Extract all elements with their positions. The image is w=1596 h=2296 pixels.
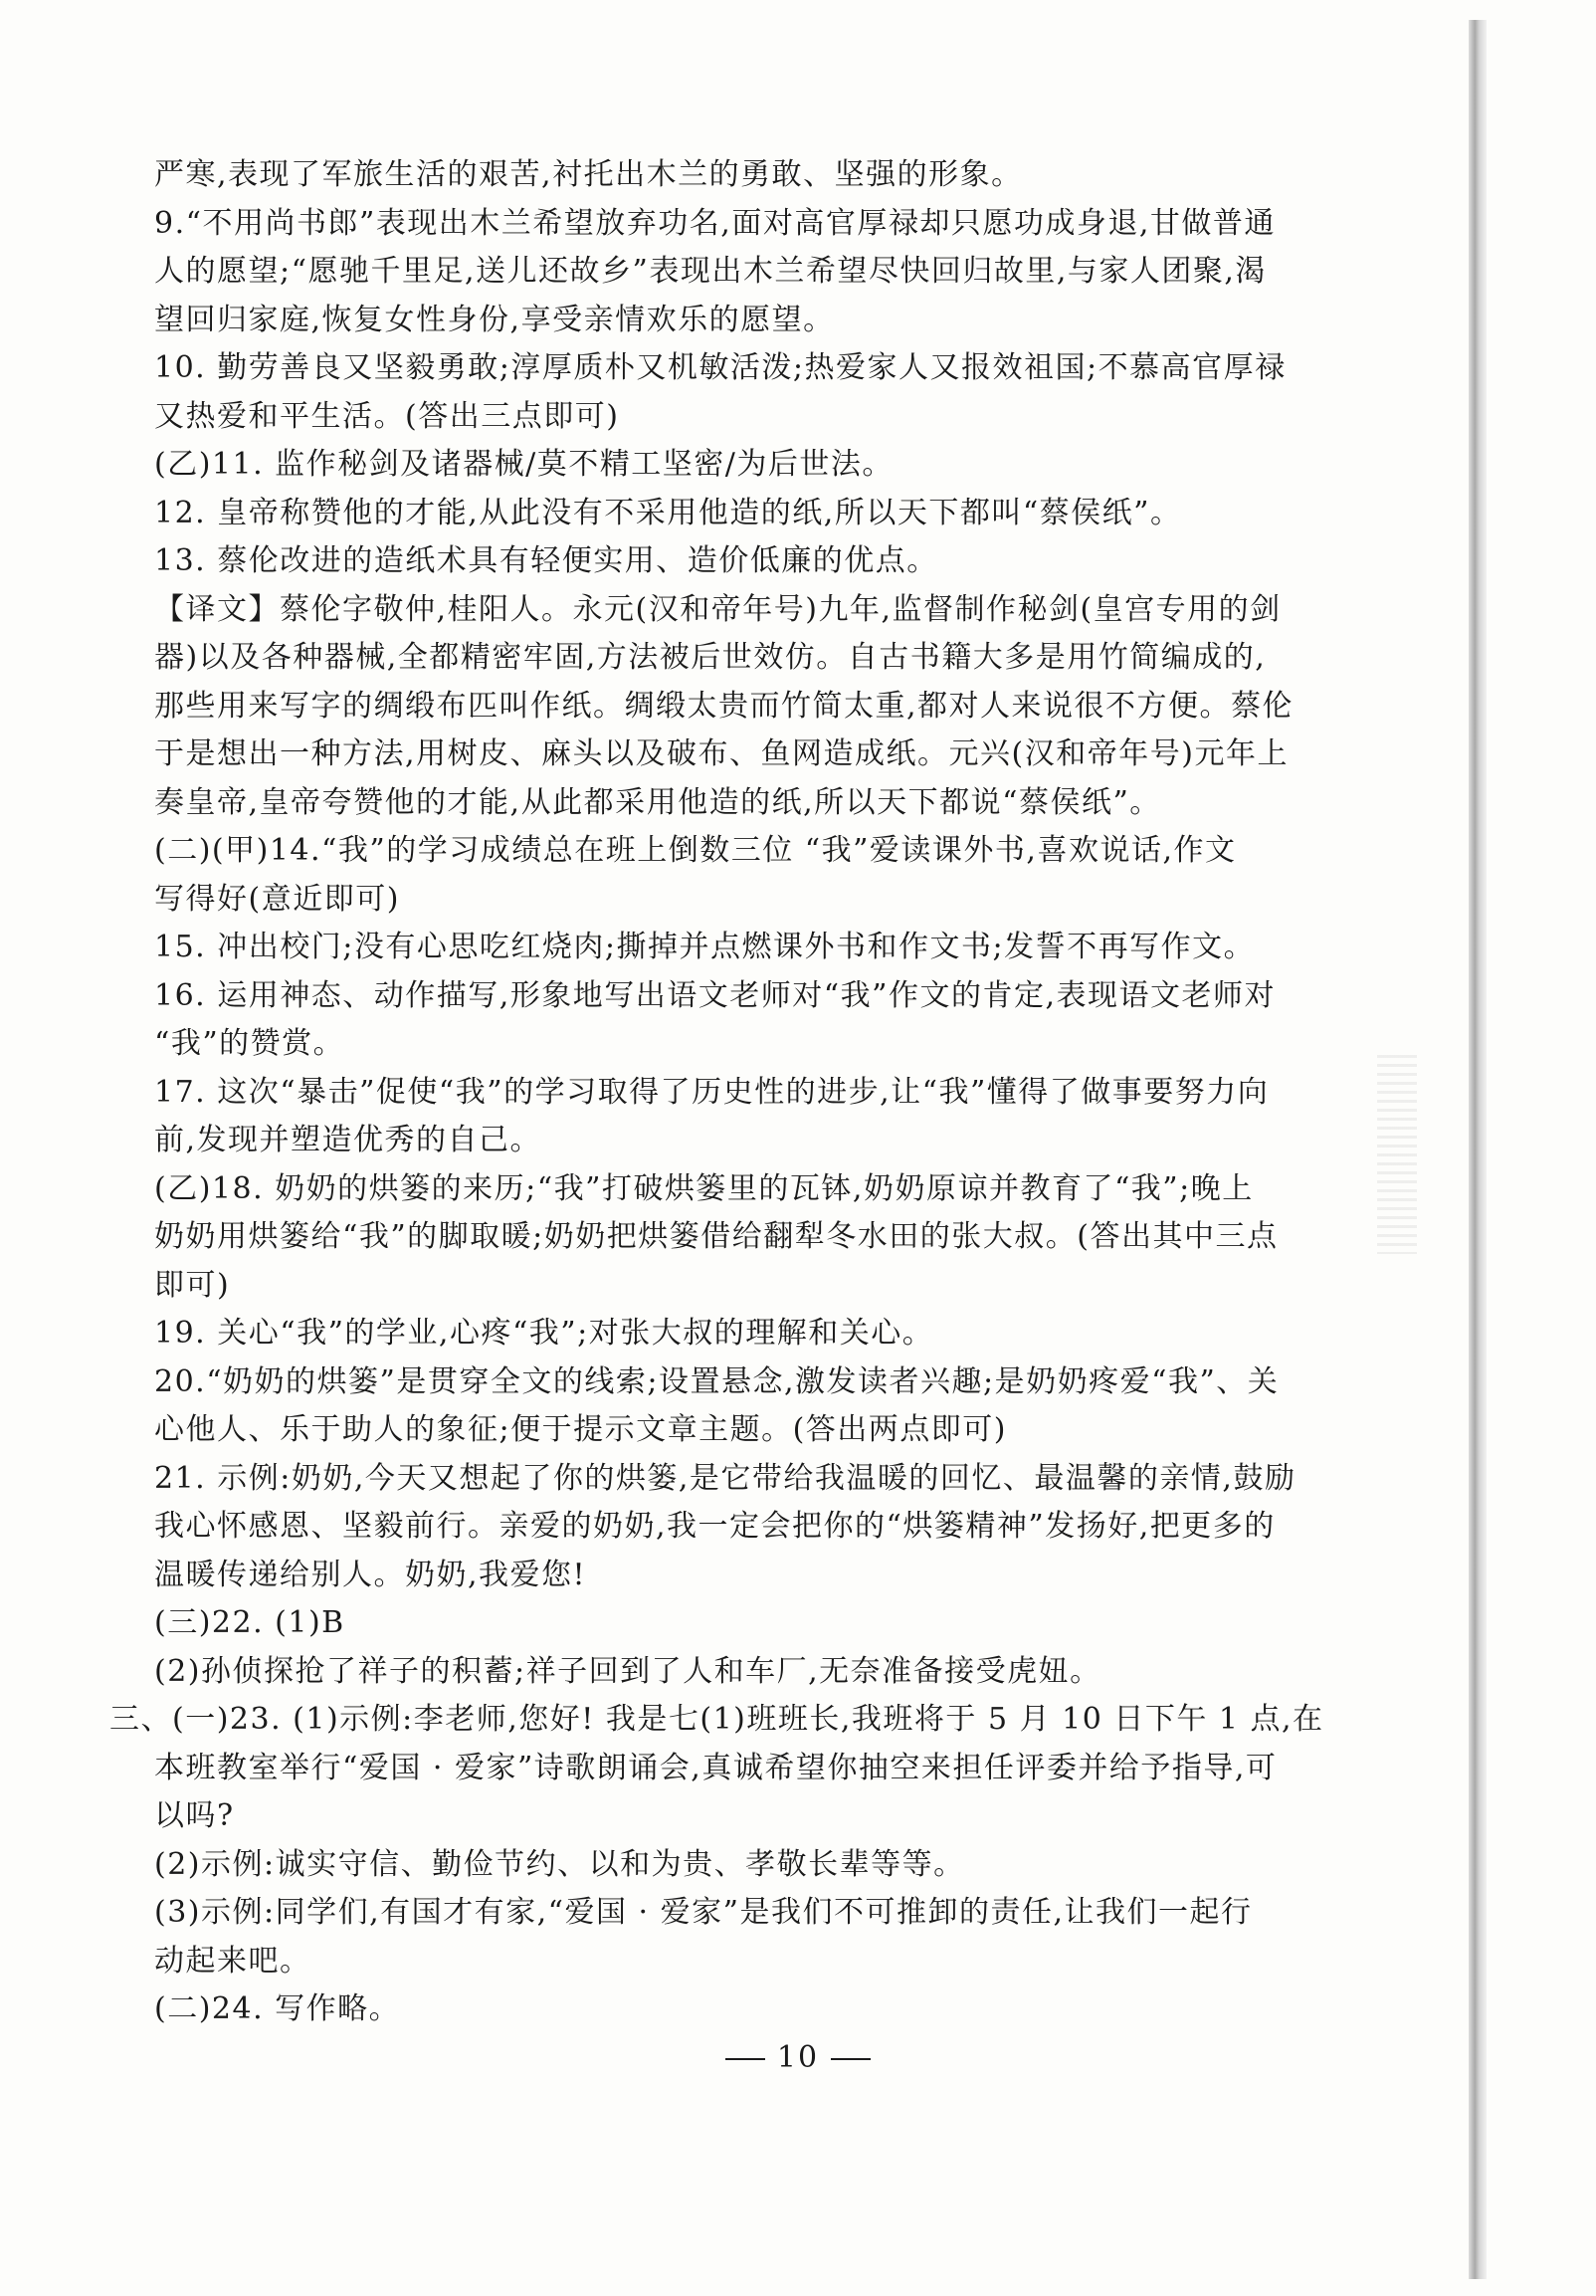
text-line: 即可) <box>154 1267 231 1303</box>
page-number: 10 <box>776 2040 820 2075</box>
text-line: 20.“奶奶的烘篓”是贯穿全文的线索;设置悬念,激发读者兴趣;是奶奶疼爱“我”、关 <box>154 1363 1280 1399</box>
text-line: “我”的赞赏。 <box>154 1026 345 1061</box>
text-line: 那些用来写字的绸缎布匹叫作纸。绸缎太贵而竹简太重,都对人来说很不方便。蔡伦 <box>154 688 1295 724</box>
text-line: 【译文】蔡伦字敬仲,桂阳人。永元(汉和帝年号)九年,监督制作秘剑(皇宫专用的剑 <box>154 591 1282 627</box>
text-line: 望回归家庭,恢复女性身份,享受亲情欢乐的愿望。 <box>154 302 835 337</box>
text-line: 10. 勤劳善良又坚毅勇敢;淳厚质朴又机敏活泼;热爱家人又报效祖国;不慕高官厚禄 <box>154 350 1287 385</box>
text-line: 本班教室举行“爱国 · 爱家”诗歌朗诵会,真诚希望你抽空来担任评委并给予指导,可 <box>154 1750 1278 1785</box>
text-line: 写得好(意近即可) <box>154 881 400 917</box>
text-line: 又热爱和平生活。(答出三点即可) <box>154 398 620 434</box>
text-line: 心他人、乐于助人的象征;便于提示文章主题。(答出两点即可) <box>154 1412 1008 1447</box>
text-line: (3)示例:同学们,有国才有家,“爱国 · 爱家”是我们不可推卸的责任,让我们一起行 <box>154 1895 1253 1930</box>
text-line: 人的愿望;“愿驰千里足,送儿还故乡”表现出木兰希望尽快回归故里,与家人团聚,渴 <box>154 254 1267 289</box>
text-line: 奶奶用烘篓给“我”的脚取暖;奶奶把烘篓借给翻犁冬水田的张大叔。(答出其中三点 <box>154 1219 1279 1254</box>
text-line: (2)示例:诚实守信、勤俭节约、以和为贵、孝敬长辈等等。 <box>154 1846 965 1882</box>
text-line: (乙)11. 监作秘剑及诸器械/莫不精工坚密/为后世法。 <box>154 447 894 482</box>
text-line: 我心怀感恩、坚毅前行。亲爱的奶奶,我一定会把你的“烘篓精神”发扬好,把更多的 <box>154 1509 1276 1544</box>
text-line: 以吗? <box>154 1798 235 1833</box>
text-line: 16. 运用神态、动作描写,形象地写出语文老师对“我”作文的肯定,表现语文老师对 <box>154 977 1276 1013</box>
text-line: 17. 这次“暴击”促使“我”的学习取得了历史性的进步,让“我”懂得了做事要努力向 <box>154 1074 1270 1110</box>
text-line: 21. 示例:奶奶,今天又想起了你的烘篓,是它带给我温暖的回忆、最温馨的亲情,鼓励 <box>154 1460 1297 1496</box>
text-line: (三)22. (1)B <box>154 1605 345 1640</box>
footer-dash-right <box>831 2058 871 2060</box>
text-line: 12. 皇帝称赞他的才能,从此没有不采用他造的纸,所以天下都叫“蔡侯纸”。 <box>154 495 1182 530</box>
text-line: 器)以及各种器械,全都精密牢固,方法被后世效仿。自古书籍大多是用竹简编成的, <box>154 640 1267 675</box>
text-line: 13. 蔡伦改进的造纸术具有轻便实用、造价低廉的优点。 <box>154 543 938 578</box>
text-line: (2)孙侦探抢了祥子的积蓄;祥子回到了人和车厂,无奈准备接受虎妞。 <box>154 1653 1101 1689</box>
answer-text-body <box>109 151 1393 2034</box>
footer-dash-left <box>725 2058 765 2060</box>
text-line: (乙)18. 奶奶的烘篓的来历;“我”打破烘篓里的瓦钵,奶奶原谅并教育了“我”;晚上 <box>154 1170 1254 1206</box>
text-line: 动起来吧。 <box>154 1943 311 1979</box>
text-line: (二)24. 写作略。 <box>154 1991 401 2026</box>
text-line: 温暖传递给别人。奶奶,我爱您! <box>154 1557 587 1592</box>
text-line: (二)(甲)14.“我”的学习成绩总在班上倒数三位 “我”爱读课外书,喜欢说话,作文 <box>154 833 1237 868</box>
text-line-section-heading: 三、(一)23. (1)示例:李老师,您好! 我是七(1)班班长,我班将于 5 月 10 日下午 1 点,在 <box>109 1702 1324 1737</box>
text-line: 严寒,表现了军旅生活的艰苦,衬托出木兰的勇敢、坚强的形象。 <box>154 157 1023 192</box>
text-line: 奏皇帝,皇帝夸赞他的才能,从此都采用他造的纸,所以天下都说“蔡侯纸”。 <box>154 784 1161 820</box>
binding-edge <box>1469 20 1487 2279</box>
text-line: 15. 冲出校门;没有心思吃红烧肉;撕掉并点燃课外书和作文书;发誓不再写作文。 <box>154 930 1256 964</box>
page-footer <box>0 2040 1596 2075</box>
text-line: 9.“不用尚书郎”表现出木兰希望放弃功名,面对高官厚禄却只愿功成身退,甘做普通 <box>154 205 1276 241</box>
text-line: 前,发现并塑造优秀的自己。 <box>154 1123 542 1157</box>
text-line: 19. 关心“我”的学业,心疼“我”;对张大叔的理解和关心。 <box>154 1316 934 1351</box>
text-line: 于是想出一种方法,用树皮、麻头以及破布、鱼网造成纸。元兴(汉和帝年号)元年上 <box>154 736 1289 771</box>
